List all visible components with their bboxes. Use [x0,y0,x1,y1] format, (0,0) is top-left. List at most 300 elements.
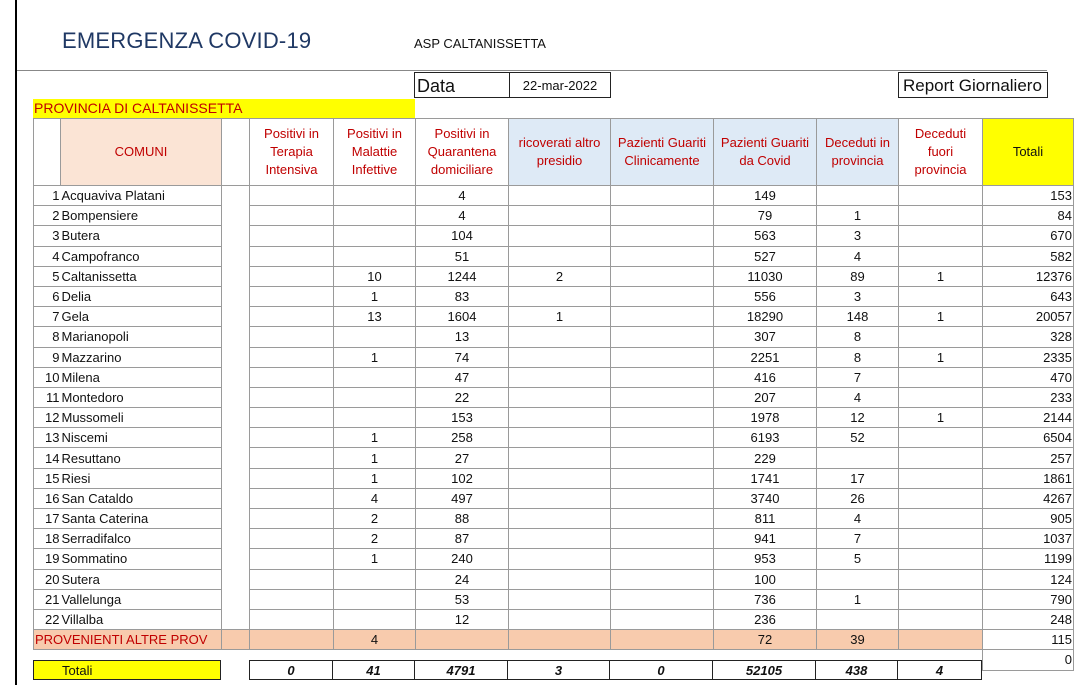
table-row [34,549,1074,569]
comune-name: Resuttano [61,448,222,468]
table-row [34,206,1074,226]
cell-guariti-covid: 207 [714,387,817,407]
cell-totali: 4267 [983,488,1074,508]
comune-name: Niscemi [61,428,222,448]
cell-guariti-covid: 736 [714,589,817,609]
cell-terapia [250,549,334,569]
report-title: Report Giornaliero [898,72,1048,98]
row-number: 3 [34,226,61,246]
row-spacer [222,186,250,206]
cell-guariti-covid: 953 [714,549,817,569]
cell-terapia [250,226,334,246]
row-number: 10 [34,367,61,387]
row-spacer [222,367,250,387]
comune-name: Caltanissetta [61,266,222,286]
row-spacer [222,549,250,569]
cell-malattie [334,387,416,407]
row-spacer [222,408,250,428]
cell-terapia [250,286,334,306]
row-number: 13 [34,428,61,448]
other-provinces-label: PROVENIENTI ALTRE PROV [34,630,222,650]
cell-terapia [250,468,334,488]
cell-malattie: 1 [334,468,416,488]
cell-quarantena: 74 [416,347,509,367]
cell-quarantena: 1244 [416,266,509,286]
total-deceduti-fuori: 4 [898,660,982,680]
table-row [34,529,1074,549]
cell-guariti-covid: 416 [714,367,817,387]
cell-guariti-clin [611,609,714,629]
cell-guariti-covid: 527 [714,246,817,266]
cell-guariti-covid: 3740 [714,488,817,508]
row-number: 9 [34,347,61,367]
cell-deceduti-fuori [899,589,983,609]
cell-totali: 257 [983,448,1074,468]
row-number: 11 [34,387,61,407]
cell-ricoverati [509,609,611,629]
cell-malattie: 2 [334,529,416,549]
cell-malattie: 2 [334,509,416,529]
comune-name: Gela [61,307,222,327]
header-malattie-infettive: Positivi in Malattie Infettive [334,119,416,186]
cell-ricoverati [509,569,611,589]
row-spacer [222,529,250,549]
row-number: 6 [34,286,61,306]
row-number: 12 [34,408,61,428]
cell-ricoverati [509,549,611,569]
cell-terapia [250,186,334,206]
table-row [34,448,1074,468]
cell-quarantena: 104 [416,226,509,246]
cell-guariti-clin [611,206,714,226]
row-number: 16 [34,488,61,508]
cell-guariti-covid: 1978 [714,408,817,428]
cell-deceduti-fuori [899,448,983,468]
cell-malattie: 10 [334,266,416,286]
cell-malattie [334,186,416,206]
cell-deceduti-prov: 1 [817,589,899,609]
comune-name: Campofranco [61,246,222,266]
cell-guariti-clin [611,569,714,589]
row-number: 19 [34,549,61,569]
cell-deceduti-fuori [899,468,983,488]
cell-deceduti-fuori: 1 [899,266,983,286]
cell-deceduti-fuori [899,206,983,226]
cell-deceduti-fuori [899,327,983,347]
total-quarantena: 4791 [415,660,508,680]
cell-guariti-covid: 229 [714,448,817,468]
row-spacer [222,488,250,508]
cell-deceduti-fuori [899,286,983,306]
header-ricoverati: ricoverati altro presidio [509,119,611,186]
cell-totali: 124 [983,569,1074,589]
cell-terapia [250,509,334,529]
row-number: 5 [34,266,61,286]
total-ricoverati: 3 [508,660,610,680]
cell-terapia [250,327,334,347]
cell-guariti-clin [611,266,714,286]
cell-totali: 905 [983,509,1074,529]
cell-guariti-clin [611,428,714,448]
cell-totali: 2144 [983,408,1074,428]
cell-guariti-covid: 307 [714,327,817,347]
cell-guariti-clin [611,468,714,488]
row-number: 1 [34,186,61,206]
comune-name: Serradifalco [61,529,222,549]
cell-guariti-covid: 811 [714,509,817,529]
cell-deceduti-prov: 17 [817,468,899,488]
comune-name: Butera [61,226,222,246]
table-row [34,589,1074,609]
cell-ricoverati [509,428,611,448]
cell-ricoverati [509,186,611,206]
cell-guariti-covid: 149 [714,186,817,206]
cell-totali: 153 [983,186,1074,206]
comune-name: Milena [61,367,222,387]
cell-guariti-covid: 941 [714,529,817,549]
row-spacer [222,509,250,529]
cell-terapia [250,307,334,327]
cell-deceduti-prov [817,186,899,206]
other-terapia [250,630,334,650]
cell-quarantena: 47 [416,367,509,387]
cell-quarantena: 24 [416,569,509,589]
cell-deceduti-fuori [899,186,983,206]
row-spacer [222,307,250,327]
cell-malattie [334,589,416,609]
cell-deceduti-fuori [899,549,983,569]
row-spacer [222,266,250,286]
cell-deceduti-prov: 4 [817,387,899,407]
cell-deceduti-prov: 3 [817,226,899,246]
row-number: 2 [34,206,61,226]
header-rule [17,70,1047,71]
cell-guariti-clin [611,549,714,569]
cell-totali: 1861 [983,468,1074,488]
cell-quarantena: 1604 [416,307,509,327]
row-spacer [222,630,250,650]
empty-cell [222,650,250,670]
cell-guariti-covid: 1741 [714,468,817,488]
cell-deceduti-fuori [899,488,983,508]
cell-quarantena: 83 [416,286,509,306]
header-deceduti-provincia: Deceduti in provincia [817,119,899,186]
cell-deceduti-prov: 7 [817,367,899,387]
cell-terapia [250,609,334,629]
row-spacer [222,609,250,629]
cell-deceduti-prov: 1 [817,206,899,226]
cell-terapia [250,448,334,468]
row-spacer [222,428,250,448]
header-row [34,119,1074,186]
cell-deceduti-fuori: 1 [899,347,983,367]
cell-deceduti-prov: 12 [817,408,899,428]
cell-malattie [334,609,416,629]
header-totali: Totali [983,119,1074,186]
row-number: 15 [34,468,61,488]
cell-terapia [250,589,334,609]
cell-guariti-covid: 79 [714,206,817,226]
cell-guariti-covid: 556 [714,286,817,306]
cell-quarantena: 4 [416,186,509,206]
date-value: 22-mar-2022 [509,72,611,98]
comune-name: San Cataldo [61,488,222,508]
cell-malattie: 1 [334,347,416,367]
cell-malattie [334,408,416,428]
cell-ricoverati [509,206,611,226]
cell-malattie: 1 [334,428,416,448]
cell-quarantena: 153 [416,408,509,428]
table-row [34,226,1074,246]
cell-quarantena: 51 [416,246,509,266]
cell-guariti-covid: 2251 [714,347,817,367]
cell-ricoverati [509,468,611,488]
cell-quarantena: 4 [416,206,509,226]
table-row [34,307,1074,327]
cell-deceduti-prov: 26 [817,488,899,508]
extra-total: 0 [983,650,1074,670]
cell-totali: 790 [983,589,1074,609]
cell-totali: 20057 [983,307,1074,327]
cell-deceduti-prov [817,569,899,589]
cell-terapia [250,488,334,508]
cell-totali: 670 [983,226,1074,246]
cell-guariti-clin [611,367,714,387]
cell-deceduti-prov: 7 [817,529,899,549]
date-label: Data [414,72,510,98]
cell-deceduti-fuori: 1 [899,408,983,428]
cell-guariti-covid: 18290 [714,307,817,327]
header-comuni: COMUNI [61,119,222,186]
cell-deceduti-prov: 52 [817,428,899,448]
row-spacer [222,589,250,609]
row-spacer [222,468,250,488]
header-guariti-covid: Pazienti Guariti da Covid [714,119,817,186]
cell-totali: 470 [983,367,1074,387]
other-totali: 115 [983,630,1074,650]
cell-malattie: 1 [334,286,416,306]
header-index-blank [34,119,61,186]
row-spacer [222,206,250,226]
total-deceduti-prov: 438 [816,660,898,680]
row-number: 14 [34,448,61,468]
cell-quarantena: 102 [416,468,509,488]
cell-guariti-clin [611,246,714,266]
comune-name: Riesi [61,468,222,488]
other-quarantena [416,630,509,650]
cell-quarantena: 12 [416,609,509,629]
row-spacer [222,246,250,266]
cell-ricoverati [509,347,611,367]
cell-ricoverati [509,529,611,549]
cell-guariti-clin [611,186,714,206]
table-row [34,428,1074,448]
cell-guariti-clin [611,488,714,508]
cell-malattie: 13 [334,307,416,327]
cell-quarantena: 497 [416,488,509,508]
other-guariti-clin [611,630,714,650]
row-number: 8 [34,327,61,347]
table-row [34,367,1074,387]
comune-name: Mussomeli [61,408,222,428]
cell-totali: 2335 [983,347,1074,367]
cell-deceduti-prov: 4 [817,509,899,529]
total-guariti-clin: 0 [610,660,713,680]
cell-guariti-covid: 100 [714,569,817,589]
cell-totali: 582 [983,246,1074,266]
row-number: 20 [34,569,61,589]
organization-label: ASP CALTANISSETTA [414,36,546,51]
cell-guariti-covid: 11030 [714,266,817,286]
row-number: 22 [34,609,61,629]
table-row [34,387,1074,407]
cell-guariti-clin [611,408,714,428]
comune-name: Vallelunga [61,589,222,609]
table-row [34,488,1074,508]
comune-name: Montedoro [61,387,222,407]
cell-deceduti-prov [817,609,899,629]
cell-totali: 1037 [983,529,1074,549]
header-quarantena: Positivi in Quarantena domiciliare [416,119,509,186]
comune-name: Santa Caterina [61,509,222,529]
cell-terapia [250,428,334,448]
table-row [34,609,1074,629]
cell-terapia [250,529,334,549]
row-number: 4 [34,246,61,266]
cell-deceduti-prov [817,448,899,468]
cell-terapia [250,408,334,428]
table-row [34,266,1074,286]
cell-deceduti-fuori [899,226,983,246]
row-spacer [222,448,250,468]
comune-name: Delia [61,286,222,306]
cell-malattie: 4 [334,488,416,508]
cell-guariti-clin [611,589,714,609]
cell-deceduti-prov: 5 [817,549,899,569]
other-deceduti-prov: 39 [817,630,899,650]
cell-malattie [334,206,416,226]
comune-name: Sommatino [61,549,222,569]
other-provinces-row [34,630,1074,650]
table-row [34,347,1074,367]
cell-deceduti-fuori [899,569,983,589]
cell-deceduti-fuori [899,367,983,387]
cell-quarantena: 13 [416,327,509,347]
comune-name: Marianopoli [61,327,222,347]
cell-ricoverati [509,246,611,266]
table-row [34,509,1074,529]
cell-deceduti-prov: 8 [817,327,899,347]
row-number: 7 [34,307,61,327]
header-spacer [222,119,250,186]
cell-terapia [250,387,334,407]
row-spacer [222,286,250,306]
cell-malattie: 1 [334,448,416,468]
page-title: EMERGENZA COVID-19 [62,28,312,53]
row-spacer [222,569,250,589]
row-number: 18 [34,529,61,549]
comune-name: Bompensiere [61,206,222,226]
cell-quarantena: 27 [416,448,509,468]
total-terapia: 0 [249,660,333,680]
row-spacer [222,387,250,407]
cell-ricoverati [509,226,611,246]
header-guariti-clinicamente: Pazienti Guariti Clinicamente [611,119,714,186]
cell-guariti-clin [611,327,714,347]
cell-totali: 233 [983,387,1074,407]
cell-guariti-clin [611,448,714,468]
totals-label: Totali [33,660,221,680]
cell-totali: 248 [983,609,1074,629]
cell-ricoverati [509,488,611,508]
cell-ricoverati: 2 [509,266,611,286]
cell-guariti-clin [611,347,714,367]
cell-deceduti-fuori [899,246,983,266]
table-row [34,327,1074,347]
row-spacer [222,347,250,367]
cell-guariti-covid: 236 [714,609,817,629]
cell-terapia [250,246,334,266]
other-guariti-covid: 72 [714,630,817,650]
other-ricoverati [509,630,611,650]
cell-guariti-clin [611,226,714,246]
cell-ricoverati [509,387,611,407]
left-border [15,0,17,685]
table-row [34,286,1074,306]
cell-malattie [334,246,416,266]
cell-deceduti-prov: 8 [817,347,899,367]
cell-terapia [250,347,334,367]
cell-guariti-clin [611,307,714,327]
cell-quarantena: 240 [416,549,509,569]
covid-table [33,118,1074,671]
table-row [34,408,1074,428]
other-malattie: 4 [334,630,416,650]
total-malattie: 41 [333,660,415,680]
table-row [34,569,1074,589]
cell-ricoverati [509,408,611,428]
cell-ricoverati [509,286,611,306]
cell-quarantena: 88 [416,509,509,529]
cell-quarantena: 87 [416,529,509,549]
row-spacer [222,226,250,246]
cell-totali: 643 [983,286,1074,306]
cell-malattie [334,327,416,347]
table-row [34,468,1074,488]
cell-totali: 12376 [983,266,1074,286]
cell-malattie: 1 [334,549,416,569]
cell-terapia [250,367,334,387]
cell-deceduti-prov: 4 [817,246,899,266]
cell-quarantena: 53 [416,589,509,609]
comune-name: Sutera [61,569,222,589]
cell-deceduti-fuori [899,529,983,549]
row-number: 21 [34,589,61,609]
cell-ricoverati: 1 [509,307,611,327]
header-terapia-intensiva: Positivi in Terapia Intensiva [250,119,334,186]
table-row [34,246,1074,266]
comune-name: Mazzarino [61,347,222,367]
cell-ricoverati [509,327,611,347]
cell-deceduti-fuori [899,609,983,629]
comune-name: Villalba [61,609,222,629]
row-spacer [222,327,250,347]
province-banner: PROVINCIA DI CALTANISSETTA [33,99,415,118]
cell-malattie [334,569,416,589]
cell-deceduti-fuori [899,428,983,448]
row-number: 17 [34,509,61,529]
cell-deceduti-fuori: 1 [899,307,983,327]
